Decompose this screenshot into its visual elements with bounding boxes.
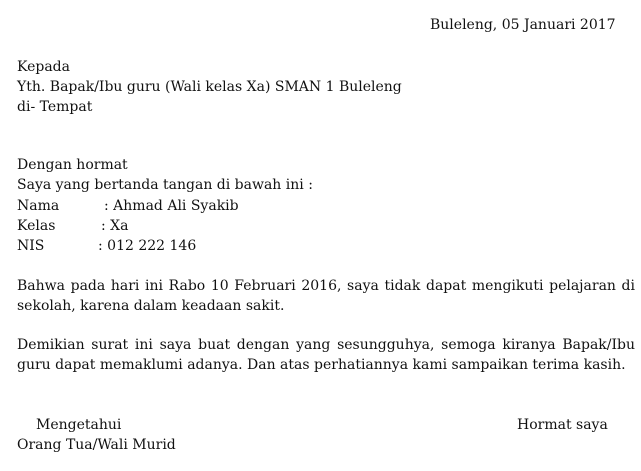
- body-paragraph-2: Demikian surat ini saya buat dengan yang sesungguhya, semoga kiranya Bapak/Ibu guru dapat memaklumi adanya. Dan atas perhatiannya kami sampaikan terima kasih.: [17, 337, 635, 373]
- recipient-line-1: Kepada: [17, 59, 70, 75]
- nis-value: : 012 222 146: [98, 238, 197, 254]
- body-paragraph-1: Bahwa pada hari ini Rabo 10 Februari 2016, saya tidak dapat mengikuti pelajaran di sekolah, karena dalam keadaan sakit.: [17, 278, 635, 314]
- signature-left-role: Orang Tua/Wali Murid: [17, 437, 176, 453]
- letter-date: Buleleng, 05 Januari 2017: [430, 17, 616, 33]
- name-label: Nama: [17, 198, 60, 214]
- recipient-line-2: Yth. Bapak/Ibu guru (Wali kelas Xa) SMAN 1 Buleleng: [17, 79, 402, 95]
- intro-text: Saya yang bertanda tangan di bawah ini :: [17, 177, 313, 193]
- nis-label: NIS: [17, 238, 45, 254]
- class-value: : Xa: [101, 218, 129, 234]
- signature-left-label: Mengetahui: [36, 417, 122, 433]
- greeting: Dengan hormat: [17, 157, 128, 173]
- recipient-line-3: di- Tempat: [17, 99, 93, 115]
- name-value: : Ahmad Ali Syakib: [104, 198, 239, 214]
- class-label: Kelas: [17, 218, 56, 234]
- signature-right-label: Hormat saya: [517, 417, 608, 433]
